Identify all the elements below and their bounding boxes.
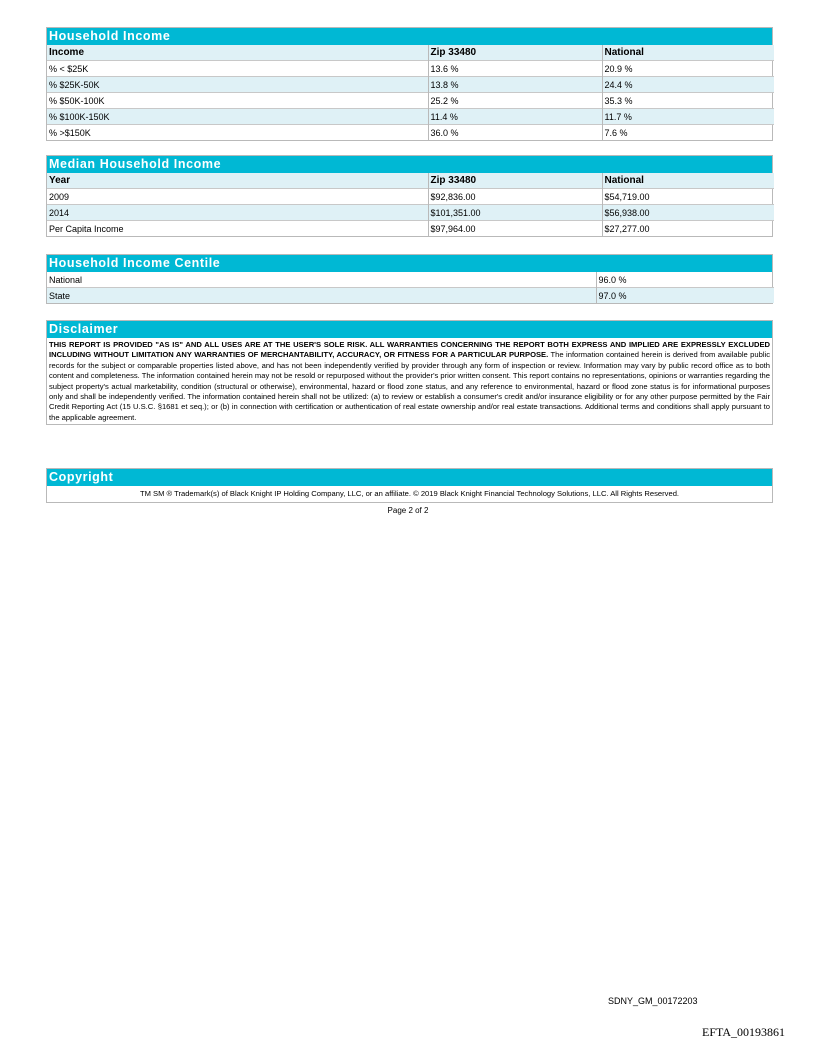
table-cell: 11.7 % (602, 109, 774, 125)
table-header-row (47, 173, 774, 189)
table-cell: $92,836.00 (428, 189, 602, 205)
table-cell: $101,351.00 (428, 205, 602, 221)
table-cell: State (47, 288, 596, 304)
efta-number: EFTA_00193861 (702, 1025, 786, 1039)
table-cell: $97,964.00 (428, 221, 602, 237)
column-header: Zip 33480 (428, 173, 602, 189)
table-cell: % $50K-100K (47, 93, 428, 109)
household-income-table (47, 45, 774, 140)
disclaimer-text (47, 338, 772, 424)
table-header-row (47, 45, 774, 61)
table-cell: 96.0 % (596, 272, 774, 288)
column-header: Zip 33480 (428, 45, 602, 61)
column-header: National (602, 45, 774, 61)
table-cell: 2014 (47, 205, 428, 221)
table-cell: Per Capita Income (47, 221, 428, 237)
table-cell: 13.6 % (428, 61, 602, 77)
median-household-income-table (47, 173, 774, 236)
table-cell: $54,719.00 (602, 189, 774, 205)
table-row (47, 221, 774, 237)
column-header: Income (47, 45, 428, 61)
column-header: Year (47, 173, 428, 189)
disclaimer-bold-text: THIS REPORT IS PROVIDED "AS IS" AND ALL USES ARE AT THE USER'S SOLE RISK. ALL WARRANTIES CONCERNING THE REPORT BOTH EXPRESS AND IMPLIED ARE EXPRESSLY EXCLUDED INCLUDING WITHOUT LIMITATION ANY WARRANTIES OF MERCHANTABILITY, ACCURACY, OR FITNESS FOR A PARTICULAR PURPOSE. (49, 340, 770, 360)
disclaimer-title: Disclaimer (47, 321, 772, 338)
table-row (47, 125, 774, 141)
table-cell: 25.2 % (428, 93, 602, 109)
table-row (47, 109, 774, 125)
disclaimer-section (46, 320, 773, 425)
table-cell: 24.4 % (602, 77, 774, 93)
disclaimer-body-text: The information contained herein is derived from available public records for the subject or comparable properties listed above, and has not been independently verified by provider through any form of inspection or review. Information may vary by public record office as to both content and completeness. The information contained herein may not be resold or repurposed without the provider's prior written consent. This report contains no representations, opinions or warranties regarding the subject property's actual marketability, condition (structural or otherwise), environmental, hazard or flood zone status, and any reference to environmental, hazard or flood zone status is for informational purposes only and shall be independently verified. The information contained herein shall not be utilized: (a) to review or establish a consumer's credit and/or insurance eligibility or for any other purpose permitted by the Fair Credit Reporting Act (15 U.S.C. §1681 et seq.); or (b) in connection with certification or authentication of real estate ownership and/or real estate transactions. Additional terms and conditions shall apply pursuant to the applicable agreement. (49, 350, 771, 422)
table-cell: 97.0 % (596, 288, 774, 304)
table-row (47, 189, 774, 205)
household-income-centile-section (46, 254, 773, 304)
copyright-section (46, 468, 773, 503)
table-cell: 35.3 % (602, 93, 774, 109)
table-row (47, 61, 774, 77)
table-row (47, 205, 774, 221)
column-header: National (602, 173, 774, 189)
table-row (47, 272, 774, 288)
table-cell: % >$150K (47, 125, 428, 141)
table-row (47, 288, 774, 304)
household-income-centile-title: Household Income Centile (47, 255, 772, 272)
table-cell: 7.6 % (602, 125, 774, 141)
table-cell: 2009 (47, 189, 428, 205)
table-cell: 11.4 % (428, 109, 602, 125)
bates-number: SDNY_GM_00172203 (608, 996, 698, 1006)
copyright-text: TM SM ® Trademark(s) of Black Knight IP Holding Company, LLC, or an affiliate. © 2019 Black Knight Financial Technology Solutions, LLC. All Rights Reserved. (139, 489, 680, 498)
household-income-title: Household Income (47, 28, 772, 45)
median-household-income-section (46, 155, 773, 237)
table-cell: % $100K-150K (47, 109, 428, 125)
table-cell: % $25K-50K (47, 77, 428, 93)
table-cell: National (49, 274, 83, 285)
table-cell: 13.8 % (428, 77, 602, 93)
household-income-centile-table (47, 272, 774, 303)
table-row (47, 77, 774, 93)
table-cell: 36.0 % (428, 125, 602, 141)
median-household-income-title: Median Household Income (47, 156, 772, 173)
table-cell: $56,938.00 (602, 205, 774, 221)
table-cell: % < $25K (47, 61, 428, 77)
table-cell: $27,277.00 (602, 221, 774, 237)
page-number: Page 2 of 2 (387, 506, 429, 515)
table-cell: 20.9 % (602, 61, 774, 77)
household-income-section (46, 27, 773, 141)
copyright-title: Copyright (47, 469, 772, 486)
table-row (47, 93, 774, 109)
